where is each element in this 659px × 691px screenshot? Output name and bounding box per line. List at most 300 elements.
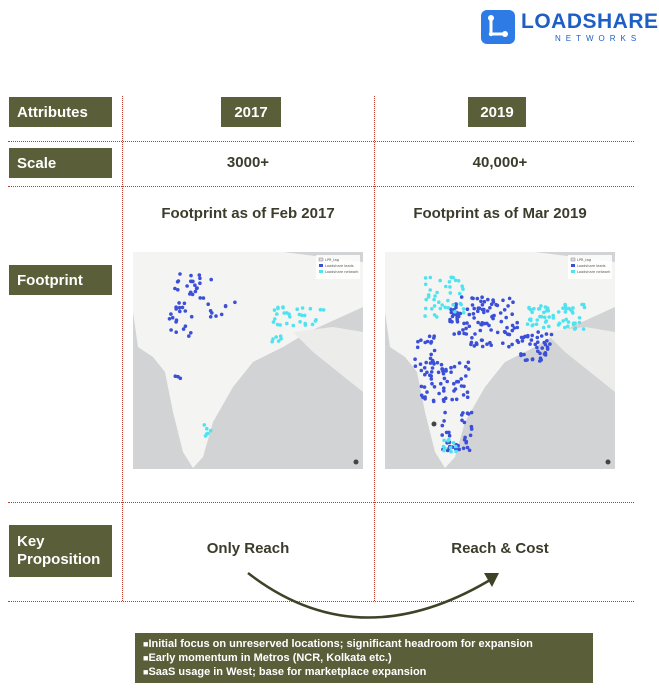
location-dot — [473, 344, 477, 348]
location-dot — [206, 302, 210, 306]
location-dot — [550, 333, 554, 337]
location-dot — [471, 297, 475, 301]
location-dot — [178, 310, 182, 314]
location-dot — [479, 300, 483, 304]
location-dot — [530, 334, 534, 338]
location-dot — [425, 371, 429, 375]
location-dot — [461, 411, 465, 415]
location-dot — [448, 434, 452, 438]
location-dot — [466, 395, 470, 399]
location-dot — [174, 307, 178, 311]
footprint-label: Footprint — [9, 265, 112, 295]
location-dot — [195, 286, 199, 290]
location-dot — [506, 304, 510, 308]
location-dot — [309, 307, 313, 311]
location-dot — [468, 325, 472, 329]
location-dot — [510, 343, 514, 347]
location-dot — [525, 358, 529, 362]
location-dot — [459, 377, 463, 381]
location-dot — [436, 361, 440, 365]
map-legend — [316, 255, 360, 279]
location-dot — [530, 338, 534, 342]
location-dot — [430, 307, 434, 311]
location-dot — [451, 303, 455, 307]
location-dot — [428, 335, 432, 339]
location-dot — [425, 390, 429, 394]
location-dot — [448, 280, 452, 284]
location-dot — [198, 296, 202, 300]
location-dot — [447, 306, 451, 310]
location-dot — [420, 369, 424, 373]
location-dot — [173, 287, 177, 291]
location-dot — [183, 302, 187, 306]
location-dot — [491, 317, 495, 321]
location-dot — [298, 320, 302, 324]
location-dot — [433, 294, 437, 298]
location-dot — [185, 284, 189, 288]
location-dot — [177, 279, 181, 283]
location-dot — [466, 411, 470, 415]
location-dot — [424, 361, 428, 365]
notes-box — [135, 633, 593, 683]
location-dot — [464, 365, 468, 369]
location-dot — [463, 421, 467, 425]
location-dot — [511, 300, 515, 304]
location-dot — [462, 311, 466, 315]
location-dot — [279, 334, 283, 338]
location-dot — [578, 316, 582, 320]
location-dot — [470, 336, 474, 340]
location-dot — [457, 448, 461, 452]
location-dot — [416, 340, 420, 344]
location-dot — [473, 332, 477, 336]
location-dot — [424, 298, 428, 302]
location-dot — [461, 287, 465, 291]
location-dot — [557, 310, 561, 314]
location-dot — [508, 297, 512, 301]
location-dot — [445, 380, 449, 384]
location-dot — [561, 319, 565, 323]
location-dot — [447, 438, 451, 442]
location-dot — [536, 340, 540, 344]
location-dot — [271, 337, 275, 341]
location-dot — [535, 318, 539, 322]
location-dot — [177, 301, 181, 305]
location-dot — [461, 328, 465, 332]
location-dot — [465, 440, 469, 444]
location-dot — [214, 314, 218, 318]
location-dot — [282, 311, 286, 315]
location-dot — [189, 274, 193, 278]
location-dot — [432, 334, 436, 338]
location-dot — [442, 399, 446, 403]
location-dot — [423, 385, 427, 389]
location-dot — [480, 339, 484, 343]
location-dot — [476, 309, 480, 313]
location-dot — [450, 320, 454, 324]
location-dot — [427, 295, 431, 299]
location-dot — [430, 370, 434, 374]
location-dot — [452, 332, 456, 336]
location-dot — [567, 320, 571, 324]
location-dot — [319, 308, 323, 312]
location-dot — [536, 336, 540, 340]
location-dot — [311, 323, 315, 327]
location-dot — [202, 296, 206, 300]
location-dot — [435, 291, 439, 295]
location-dot — [435, 315, 439, 319]
logo-mark-icon — [481, 10, 515, 44]
location-dot — [277, 339, 281, 343]
location-dot — [572, 323, 576, 327]
location-dot — [203, 423, 207, 427]
location-dot — [424, 283, 428, 287]
location-dot — [430, 382, 434, 386]
note-item: ■ Initial focus on unreserved locations; significant headroom for expansion — [143, 637, 585, 651]
location-dot — [510, 312, 514, 316]
location-dot — [538, 352, 542, 356]
location-dot — [538, 315, 542, 319]
location-dot — [545, 309, 549, 313]
location-dot — [190, 315, 194, 319]
location-dot — [531, 358, 535, 362]
location-dot — [574, 327, 578, 331]
location-dot — [548, 342, 552, 346]
location-dot — [500, 320, 504, 324]
location-dot — [462, 447, 466, 451]
location-dot — [205, 427, 209, 431]
location-dot — [547, 325, 551, 329]
location-dot — [424, 307, 428, 311]
location-dot — [168, 317, 172, 321]
location-dot — [489, 328, 493, 332]
location-dot — [540, 346, 544, 350]
location-dot — [314, 318, 318, 322]
location-dot — [444, 396, 448, 400]
location-dot — [455, 318, 459, 322]
legend-item-3: Loadshare network — [577, 270, 611, 274]
location-dot — [486, 309, 490, 313]
location-dot — [431, 366, 435, 370]
location-dot — [443, 306, 447, 310]
location-dot — [187, 334, 191, 338]
location-dot — [174, 374, 178, 378]
legend-item-2: Loadshare leads — [577, 264, 606, 268]
location-dot — [443, 377, 447, 381]
location-dot — [440, 303, 444, 307]
location-dot — [420, 385, 424, 389]
location-dot — [536, 330, 540, 334]
column-divider-2 — [374, 96, 375, 601]
location-dot — [464, 374, 468, 378]
location-dot — [449, 446, 453, 450]
location-dot — [526, 335, 530, 339]
location-dot — [472, 307, 476, 311]
location-dot — [450, 398, 454, 402]
legend-item-3: Loadshare network — [325, 270, 359, 274]
scale-2019-value: 40,000+ — [472, 154, 528, 171]
key-proposition-2019: Reach & Cost — [451, 540, 549, 557]
location-dot — [545, 332, 549, 336]
map-legend — [568, 255, 612, 279]
location-dot — [504, 316, 508, 320]
location-dot — [452, 382, 456, 386]
location-dot — [457, 331, 461, 335]
location-dot — [438, 279, 442, 283]
location-dot — [462, 307, 466, 311]
location-dot — [469, 434, 473, 438]
location-dot — [198, 277, 202, 281]
location-dot — [496, 304, 500, 308]
location-dot — [544, 305, 548, 309]
location-dot — [515, 321, 519, 325]
location-dot — [466, 307, 470, 311]
location-dot — [479, 323, 483, 327]
location-dot — [452, 441, 456, 445]
location-dot — [544, 343, 548, 347]
location-dot — [303, 314, 307, 318]
location-dot — [540, 334, 544, 338]
footprint-map-2017 — [133, 252, 363, 469]
logo-sub-text: NETWORKS — [555, 34, 642, 43]
location-dot — [193, 283, 197, 287]
location-dot — [440, 433, 444, 437]
location-dot — [428, 288, 432, 292]
scale-label: Scale — [9, 148, 112, 178]
location-dot — [535, 322, 539, 326]
location-dot — [432, 400, 436, 404]
location-dot — [449, 291, 453, 295]
location-dot — [443, 411, 447, 415]
location-dot — [224, 305, 228, 309]
legend-item-1: LPR_tag — [577, 258, 591, 262]
location-dot — [275, 312, 279, 316]
location-dot — [464, 327, 468, 331]
location-dot — [508, 333, 512, 337]
location-dot — [543, 352, 547, 356]
location-dot — [530, 311, 534, 315]
legend-item-2: Loadshare leads — [325, 264, 354, 268]
location-dot — [426, 340, 430, 344]
location-dot — [505, 326, 509, 330]
location-dot — [552, 316, 556, 320]
location-dot — [503, 330, 507, 334]
note-item: ■ SaaS usage in West; base for marketplace expansion — [143, 665, 585, 679]
key-proposition-label — [9, 525, 112, 577]
legend-item-1: LPR_tag — [325, 258, 339, 262]
location-dot — [169, 312, 173, 316]
location-dot — [442, 386, 446, 390]
location-dot — [531, 323, 535, 327]
footprint-2017-title: Footprint as of Feb 2017 — [161, 205, 335, 222]
location-dot — [522, 336, 526, 340]
location-dot — [429, 341, 433, 345]
location-dot — [528, 342, 532, 346]
company-logo — [481, 10, 659, 46]
location-dot — [281, 305, 285, 309]
location-dot — [519, 354, 523, 358]
location-dot — [532, 307, 536, 311]
location-dot — [483, 300, 487, 304]
logo-main-text: LOADSHARE — [521, 10, 659, 33]
row-divider-1 — [8, 141, 634, 142]
location-dot — [450, 311, 454, 315]
row-divider-2 — [8, 186, 634, 187]
location-dot — [433, 304, 437, 308]
location-dot — [458, 292, 462, 296]
location-dot — [454, 279, 458, 283]
year-2019-header: 2019 — [468, 97, 526, 127]
location-dot — [419, 362, 423, 366]
location-dot — [301, 306, 305, 310]
location-dot — [543, 316, 547, 320]
location-dot — [437, 300, 441, 304]
location-dot — [558, 322, 562, 326]
location-dot — [446, 299, 450, 303]
location-dot — [470, 427, 474, 431]
location-dot — [539, 304, 543, 308]
location-dot — [454, 450, 458, 454]
location-dot — [488, 306, 492, 310]
location-dot — [492, 314, 496, 318]
location-dot — [462, 385, 466, 389]
location-dot — [472, 312, 476, 316]
location-dot — [449, 450, 453, 454]
location-dot — [432, 298, 436, 302]
location-dot — [430, 377, 434, 381]
location-dot — [545, 339, 549, 343]
location-dot — [220, 313, 224, 317]
location-dot — [521, 339, 525, 343]
location-dot — [169, 328, 173, 332]
location-dot — [233, 301, 237, 305]
location-dot — [529, 319, 533, 323]
location-dot — [441, 424, 445, 428]
location-dot — [490, 302, 494, 306]
location-dot — [503, 308, 507, 312]
attributes-header: Attributes — [9, 97, 112, 127]
location-dot — [491, 298, 495, 302]
location-dot — [292, 324, 296, 328]
location-dot — [442, 439, 446, 443]
location-dot — [582, 327, 586, 331]
location-dot — [437, 392, 441, 396]
location-dot — [517, 341, 521, 345]
location-dot — [481, 303, 485, 307]
location-dot — [194, 290, 198, 294]
location-dot — [209, 278, 213, 282]
location-dot — [190, 280, 194, 284]
location-dot — [453, 310, 457, 314]
location-dot — [570, 310, 574, 314]
location-dot — [433, 385, 437, 389]
location-dot — [174, 330, 178, 334]
location-dot — [496, 331, 500, 335]
location-dot — [273, 317, 277, 321]
location-dot — [210, 311, 214, 315]
location-dot — [459, 302, 463, 306]
location-dot — [424, 276, 428, 280]
location-dot — [429, 361, 433, 365]
location-dot — [468, 449, 472, 453]
location-dot — [278, 323, 282, 327]
location-dot — [453, 365, 457, 369]
location-dot — [471, 303, 475, 307]
location-dot — [481, 308, 485, 312]
location-dot — [535, 346, 539, 350]
location-dot — [188, 292, 192, 296]
location-dot — [209, 429, 213, 433]
year-2017-header: 2017 — [221, 97, 281, 127]
location-dot — [441, 369, 445, 373]
location-dot — [429, 353, 433, 357]
location-dot — [462, 332, 466, 336]
location-dot — [507, 345, 511, 349]
location-dot — [571, 306, 575, 310]
location-dot — [198, 281, 202, 285]
location-dot — [443, 447, 447, 451]
location-dot — [481, 345, 485, 349]
location-dot — [582, 303, 586, 307]
location-dot — [457, 279, 461, 283]
location-dot — [449, 370, 453, 374]
location-dot — [179, 377, 183, 381]
location-dot — [287, 312, 291, 316]
location-dot — [178, 306, 182, 310]
location-dot — [455, 380, 459, 384]
location-dot — [272, 320, 276, 324]
location-dot — [480, 295, 484, 299]
location-dot — [501, 299, 505, 303]
location-dot — [423, 314, 427, 318]
location-dot — [452, 389, 456, 393]
location-dot — [413, 357, 417, 361]
location-dot — [298, 313, 302, 317]
location-dot — [439, 307, 443, 311]
location-dot — [516, 326, 520, 330]
location-dot — [547, 315, 551, 319]
location-dot — [511, 329, 515, 333]
location-dot — [542, 326, 546, 330]
key-proposition-2017: Only Reach — [206, 540, 290, 557]
location-dot — [465, 321, 469, 325]
row-divider-3 — [8, 502, 634, 503]
location-dot — [416, 346, 420, 350]
location-dot — [274, 335, 278, 339]
location-dot — [444, 285, 448, 289]
location-dot — [472, 316, 476, 320]
location-dot — [184, 309, 188, 313]
progression-arrow-icon — [240, 565, 510, 635]
location-dot — [414, 364, 418, 368]
location-dot — [445, 431, 449, 435]
location-dot — [175, 318, 179, 322]
key-proposition-line1: Key — [17, 533, 45, 550]
location-dot — [455, 398, 459, 402]
location-dot — [440, 363, 444, 367]
location-dot — [501, 341, 505, 345]
location-dot — [429, 357, 433, 361]
location-dot — [578, 321, 582, 325]
location-dot — [439, 382, 443, 386]
location-dot — [486, 298, 490, 302]
location-dot — [304, 323, 308, 327]
location-dot — [468, 313, 472, 317]
note-item: ■ Early momentum in Metros (NCR, Kolkata etc.) — [143, 651, 585, 665]
location-dot — [454, 445, 458, 449]
location-dot — [209, 315, 213, 319]
location-dot — [499, 311, 503, 315]
